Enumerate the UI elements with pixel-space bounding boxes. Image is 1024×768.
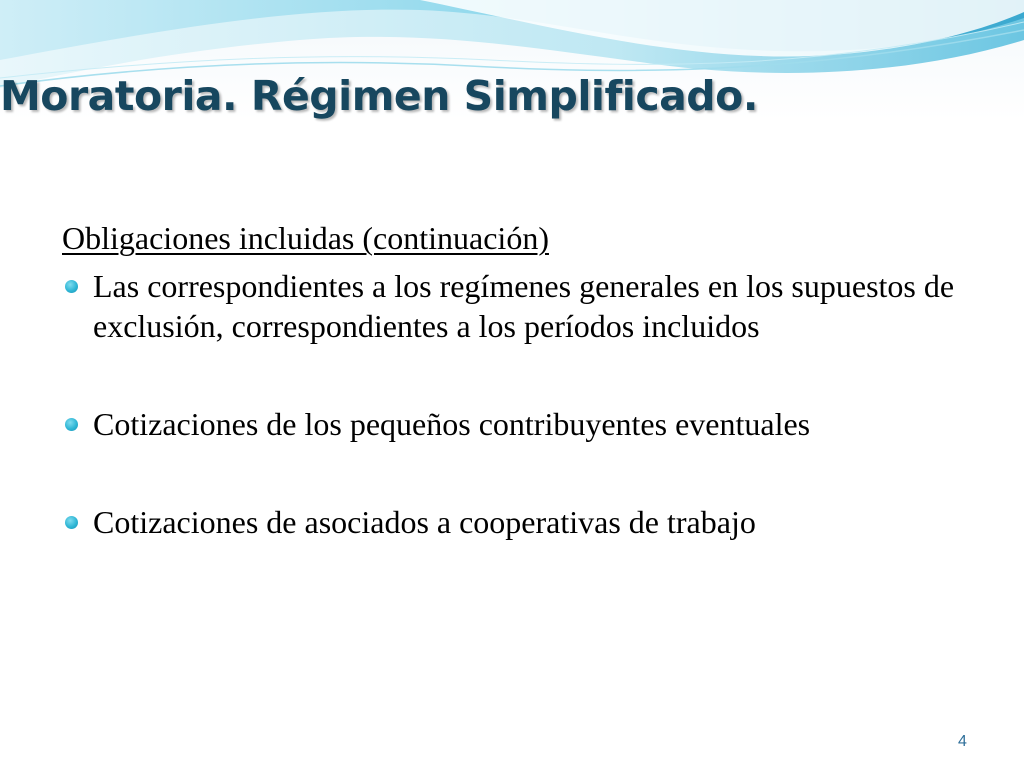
bullet-item: [62, 502, 962, 542]
bullet-text: Las correspondientes a los regímenes generales en los supuestos de exclusión, correspondientes a los períodos incluidos: [93, 268, 955, 344]
slide-title: Moratoria. Régimen Simplificado.: [0, 72, 758, 120]
slide-body: [62, 218, 962, 542]
bullet-dot-icon: [65, 516, 78, 529]
bullet-dot-icon: [65, 280, 78, 293]
bullet-item: [62, 404, 962, 444]
section-subheading: Obligaciones incluidas (continuación): [62, 220, 549, 256]
bullet-dot-icon: [65, 418, 78, 431]
bullet-text: Cotizaciones de asociados a cooperativas de trabajo: [93, 504, 756, 540]
page-number: 4: [958, 733, 967, 750]
bullet-text: Cotizaciones de los pequeños contribuyentes eventuales: [93, 406, 811, 442]
bullet-item: [62, 266, 962, 346]
bullet-list: [62, 266, 962, 542]
